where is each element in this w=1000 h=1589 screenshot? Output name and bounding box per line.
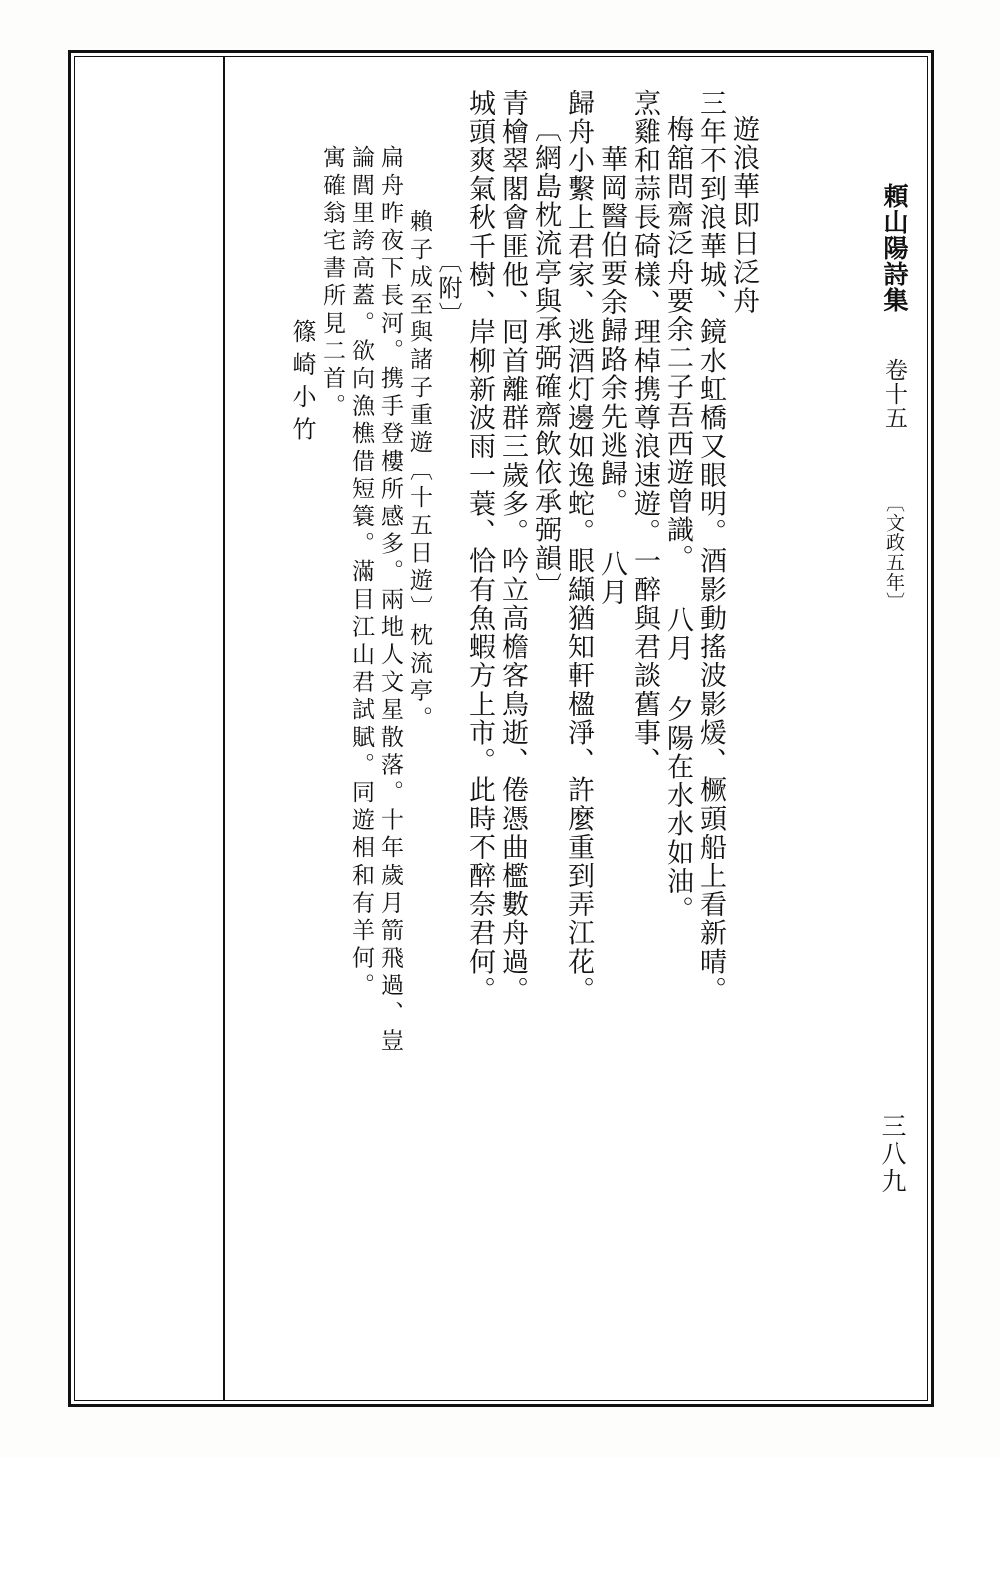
text-column: 烹雞和蒜長碕樣、理棹携尊浪速遊。一醉與君談舊事、 <box>629 89 660 776</box>
text-column: 賴子成至與諸子重遊〔十五日遊〕枕流亭。 <box>406 209 432 734</box>
page-number: 三八九 <box>878 1113 907 1196</box>
text-column: 寓確翁宅書所見二首。 <box>319 145 345 421</box>
text-column: 青檜翠閣會匪他、囘首離群三歲多。吟立高檐客鳥逝、倦憑曲檻數舟過。 <box>497 89 528 1005</box>
era-label: 〔文政五年〕 <box>883 493 905 612</box>
text-column: 華岡醫伯要余歸路余先逃歸。 八月 <box>596 145 627 607</box>
volume-label: 卷十五 <box>881 358 907 430</box>
text-column: 歸舟小繫上君家、逃酒灯邊如逸蛇。眼纈猶知軒楹淨、許麼重到弄江花。 <box>563 89 594 1005</box>
text-column: 城頭爽氣秋千樹、岸柳新波雨一蓑、恰有魚蝦方上市。此時不醉奈君何。 <box>464 89 495 1005</box>
text-column: 扁舟昨夜下長河。携手登樓所感多。兩地人文星散落。十年歲月箭飛過、豈 <box>377 145 403 1056</box>
text-column: 梅舘問齋泛舟要余二子吾西遊曾識。 八月 夕陽在水水如油。 <box>662 115 693 925</box>
page-frame <box>68 50 934 1407</box>
author-attribution: 篠崎小竹 <box>288 319 316 449</box>
text-column: 〔網島枕流亭與承弼確齋飲依承弼韻〕 <box>530 115 561 602</box>
book-title: 頼山陽詩集 <box>880 183 909 313</box>
text-column: 遊浪華即日泛舟 <box>728 115 759 316</box>
text-column: 三年不到浪華城、鏡水虹橋又眼明。酒影動搖波影煖、橛頭船上看新晴。 <box>695 89 726 1005</box>
poem-text-block <box>77 59 771 1398</box>
text-column: 論閭里誇高蓋。欲向漁樵借短簑。滿目江山君試賦。同遊相和有羊何。 <box>348 145 374 1001</box>
appendix-heading: 〔附〕 <box>434 249 462 329</box>
